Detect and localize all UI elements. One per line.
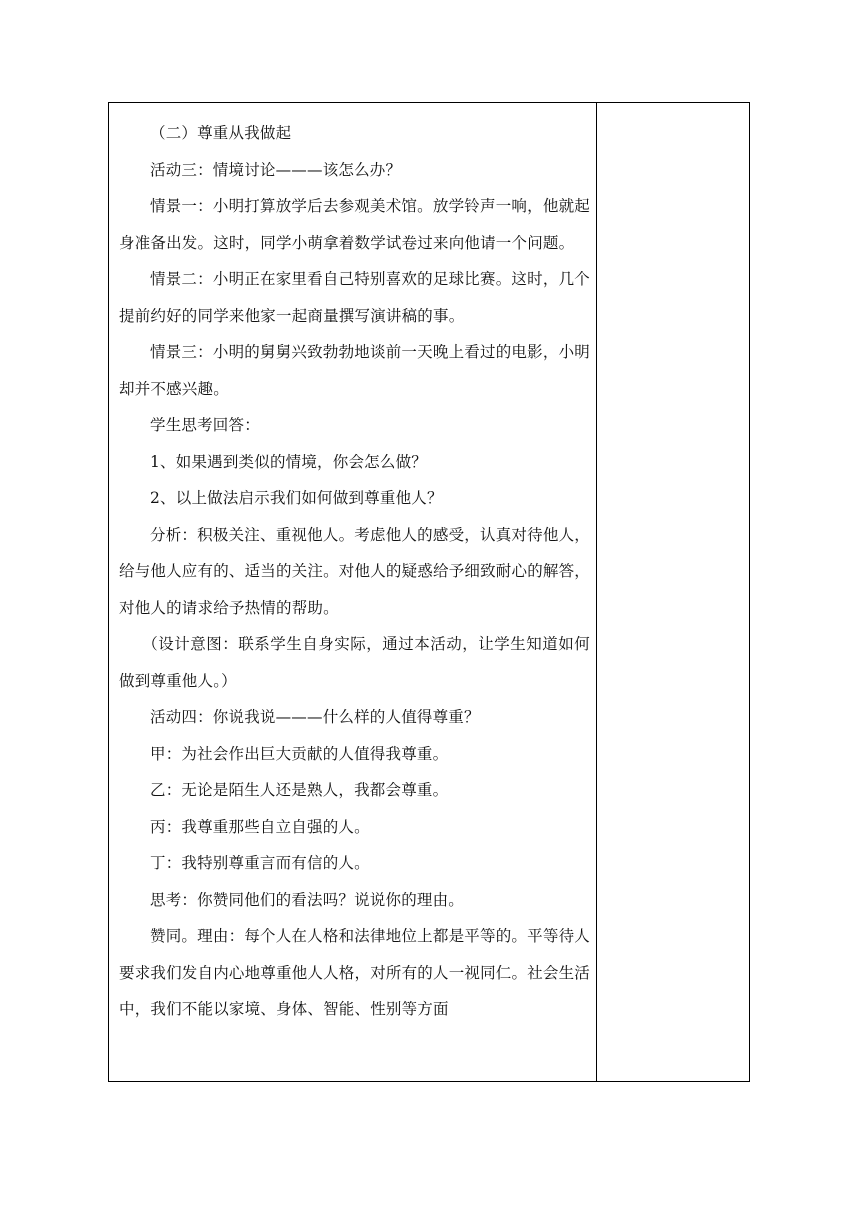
- opinion-ding: 丁：我特别尊重言而有信的人。: [150, 854, 370, 872]
- notes-cell: [597, 103, 749, 1081]
- thinking-question: 思考：你赞同他们的看法吗？说说你的理由。: [150, 890, 465, 909]
- opinion-jia: 甲：为社会作出巨大贡献的人值得我尊重。: [150, 744, 449, 763]
- activity-three-title: 活动三：情境讨论———该怎么办？: [150, 160, 402, 179]
- design-intent-note: （设计意图：联系学生自身实际，通过本活动，让学生知道如何做到尊重他人。）: [119, 635, 590, 690]
- lesson-content-cell: [109, 103, 597, 1081]
- agreement-reasoning: 赞同。理由：每个人在人格和法律地位上都是平等的。平等待人要求我们发自内心地尊重他人人格，对所有的人一视同仁。社会生活中，我们不能以家境、身体、智能、性别等方面: [119, 927, 591, 1018]
- question-two: 2、以上做法启示我们如何做到尊重他人？: [150, 489, 443, 507]
- question-one: 1、如果遇到类似的情境，你会怎么做？: [150, 452, 427, 471]
- lesson-plan-table: [108, 102, 750, 1082]
- scenario-two: 情景二：小明正在家里看自己特别喜欢的足球比赛。这时，几个提前约好的同学来他家一起商量撰写演讲稿的事。: [119, 270, 590, 325]
- analysis-paragraph: 分析：积极关注、重视他人。考虑他人的感受，认真对待他人，给与他人应有的、适当的关注。对他人的疑惑给予细致耐心的解答，对他人的请求给予热情的帮助。: [119, 525, 591, 617]
- student-reflection-label: 学生思考回答：: [150, 416, 260, 434]
- opinion-bing: 丙：我尊重那些自立自强的人。: [150, 817, 370, 836]
- opinion-yi: 乙：无论是陌生人还是熟人，我都会尊重。: [150, 781, 449, 799]
- scenario-three: 情景三：小明的舅舅兴致勃勃地谈前一天晚上看过的电影，小明却并不感兴趣。: [119, 343, 590, 398]
- activity-four-title: 活动四：你说我说———什么样的人值得尊重？: [150, 708, 480, 726]
- scenario-one: 情景一：小明打算放学后去参观美术馆。放学铃声一响，他就起身准备出发。这时，同学小萌拿着数学试卷过来向他请一个问题。: [119, 197, 590, 252]
- section-heading: （二）尊重从我做起: [150, 124, 292, 142]
